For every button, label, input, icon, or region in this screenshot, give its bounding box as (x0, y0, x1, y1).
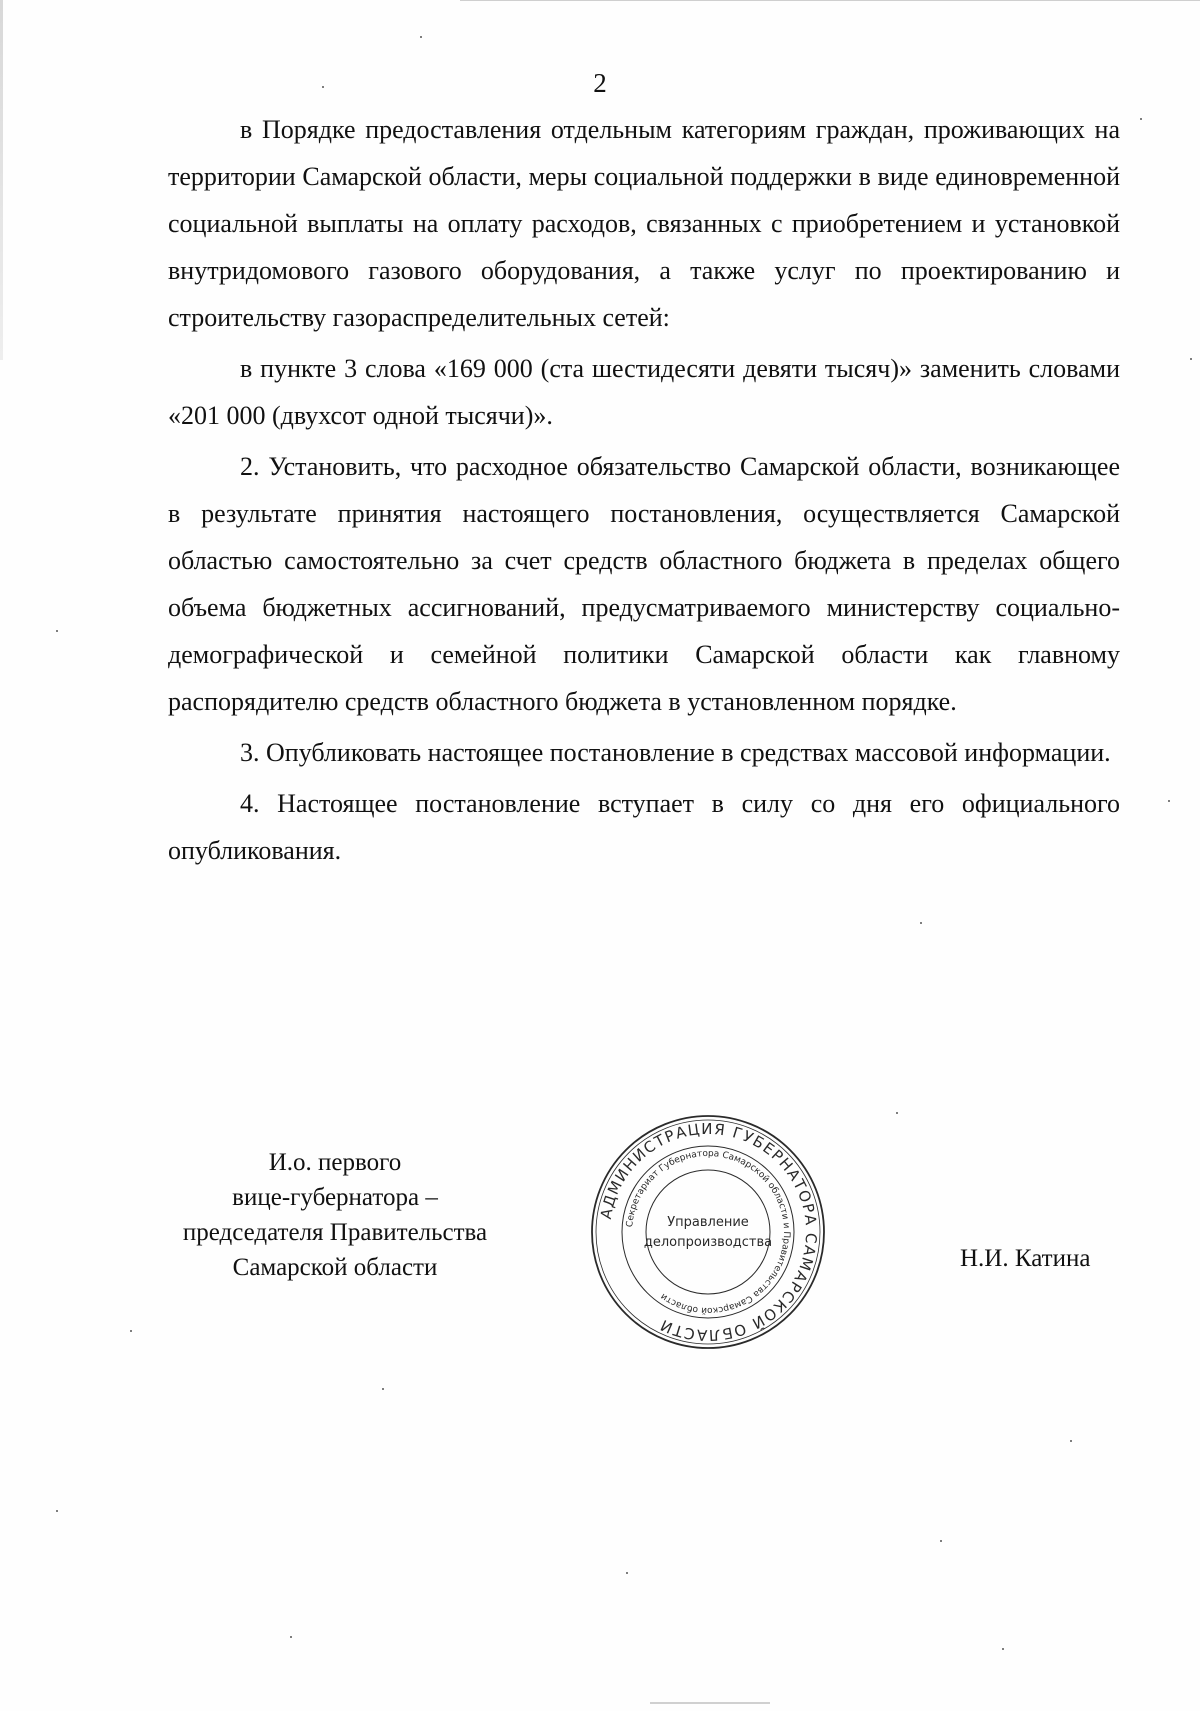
paragraph-item-4: 4. Настоящее постановление вступает в силу со дня его официального опубликования. (168, 789, 1120, 865)
page-number: 2 (593, 68, 607, 98)
document-body (168, 106, 1120, 874)
scan-speck (420, 36, 422, 38)
scan-speck (1002, 1648, 1004, 1650)
scan-speck (1168, 800, 1170, 802)
seal-inner-text-path: Секретариат Губернатора Самарской области и Правительства Самарской области (625, 1148, 792, 1316)
paragraph-item-3: 3. Опубликовать настоящее постановление в средствах массовой информации. (240, 738, 1111, 767)
seal-center-line: делопроизводства (643, 1235, 773, 1250)
signatory-title (150, 1145, 520, 1285)
scan-speck (940, 1540, 942, 1542)
scan-speck (896, 1112, 898, 1114)
seal-inner-text (625, 1149, 791, 1315)
seal-center-line: Управление (667, 1215, 749, 1230)
scan-speck (56, 630, 58, 632)
scan-speck (1190, 358, 1192, 360)
paragraph-item-2: 2. Установить, что расходное обязательство Самарской области, возникающее в результате принятия настоящего постановления, осуществляется Самарской областью самостоятельно за счет средств областного бюджета в пределах общего объема бюджетных ассигнований, предусматриваемого министерству социально-демографической и семейной политики Самарской области как главному распорядителю средств областного бюджета в установленном порядке. (168, 452, 1120, 716)
seal-outer-text-path: АДМИНИСТРАЦИЯ ГУБЕРНАТОРА САМАРСКОЙ ОБЛАСТИ (596, 1119, 821, 1345)
signatory-title-line: Самарской области (232, 1254, 438, 1281)
signatory-title-line: И.о. первого (268, 1149, 402, 1176)
scan-speck (56, 1510, 58, 1512)
signatory-title-line: вице-губернатора – (232, 1184, 438, 1211)
scan-speck (626, 1572, 628, 1574)
signatory-title-line: председателя Правительства (182, 1219, 488, 1246)
scan-speck (130, 1330, 132, 1332)
official-seal (588, 1112, 828, 1352)
paragraph-amendment-intro: в Порядке предоставления отдельным категориям граждан, проживающих на территории Самарской области, меры социальной поддержки в виде единовременной социальной выплаты на оплату расходов, связанных с приобретением и установкой внутридомового газового оборудования, а также услуг по проектированию и строительству газораспределительных сетей: (168, 115, 1120, 332)
scan-edge-left (0, 0, 3, 360)
paragraph-amendment-text: в пункте 3 слова «169 000 (ста шестидесяти девяти тысяч)» заменить словами «201 000 (двухсот одной тысячи)». (168, 354, 1120, 430)
scan-edge-bottom (650, 1702, 770, 1704)
scan-speck (1140, 118, 1142, 120)
signer-name: Н.И. Катина (960, 1245, 1091, 1272)
scan-speck (1070, 1440, 1072, 1442)
scan-speck (290, 1636, 292, 1638)
scan-speck (920, 922, 922, 924)
scan-edge-top (460, 0, 1200, 1)
scan-speck (382, 1388, 384, 1390)
